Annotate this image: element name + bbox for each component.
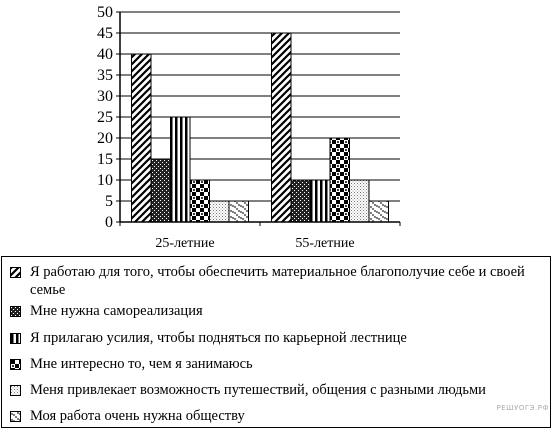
y-tick-label: 15 (97, 151, 113, 168)
legend-swatch-diagonal (10, 267, 21, 278)
y-tick-label: 40 (97, 46, 113, 63)
legend-item (10, 329, 546, 347)
legend-swatch-vertical (10, 333, 21, 344)
y-tick-label: 0 (105, 214, 113, 231)
y-tick-label: 45 (97, 25, 113, 42)
legend-item (10, 302, 546, 320)
bars (132, 33, 389, 222)
y-tick-label: 20 (97, 130, 113, 147)
legend-swatch-dashed (10, 411, 21, 422)
bar-dense-2 (291, 180, 311, 222)
legend-label: Я прилагаю усилия, чтобы подняться по карьерной лестнице (30, 330, 407, 346)
legend-label: Меня привлекает возможность путешествий, общения с разными людьми (30, 382, 486, 398)
bar-diagonal-2 (272, 33, 292, 222)
x-category-label: 25-летние (155, 236, 215, 251)
bar-checker-2 (330, 138, 350, 222)
legend-item (10, 381, 546, 399)
bar-dense-1 (151, 159, 171, 222)
bar-vertical-1 (171, 117, 191, 222)
bar-dashed-1 (229, 201, 249, 222)
legend-swatch-dense (10, 306, 21, 317)
y-tick-label: 35 (97, 67, 113, 84)
legend-label: Мне нужна самореализация (30, 303, 203, 319)
legend-swatch-checker (10, 359, 21, 370)
legend-item (10, 407, 546, 425)
legend-label: Мне интересно то, чем я занимаюсь (30, 356, 253, 372)
legend-label: Моя работа очень нужна обществу (30, 408, 245, 424)
bar-dots-2 (350, 180, 370, 222)
chart-legend (1, 256, 551, 428)
bar-checker-1 (190, 180, 210, 222)
legend-item (10, 263, 546, 299)
y-tick-label: 10 (97, 172, 113, 189)
y-tick-label: 25 (97, 109, 113, 126)
x-category-label: 55-летние (295, 236, 355, 251)
y-tick-label: 30 (97, 88, 113, 105)
watermark: РЕШУОГЭ.РФ (496, 404, 549, 412)
bar-dashed-2 (369, 201, 389, 222)
bar-dots-1 (210, 201, 230, 222)
bar-vertical-2 (311, 180, 331, 222)
y-tick-label: 5 (105, 193, 113, 210)
bar-diagonal-1 (132, 54, 152, 222)
legend-item (10, 355, 546, 373)
y-tick-label: 50 (97, 4, 113, 21)
legend-swatch-dots (10, 385, 21, 396)
legend-label: Я работаю для того, чтобы обеспечить материальное благополучие себе и своей семье (30, 264, 525, 298)
